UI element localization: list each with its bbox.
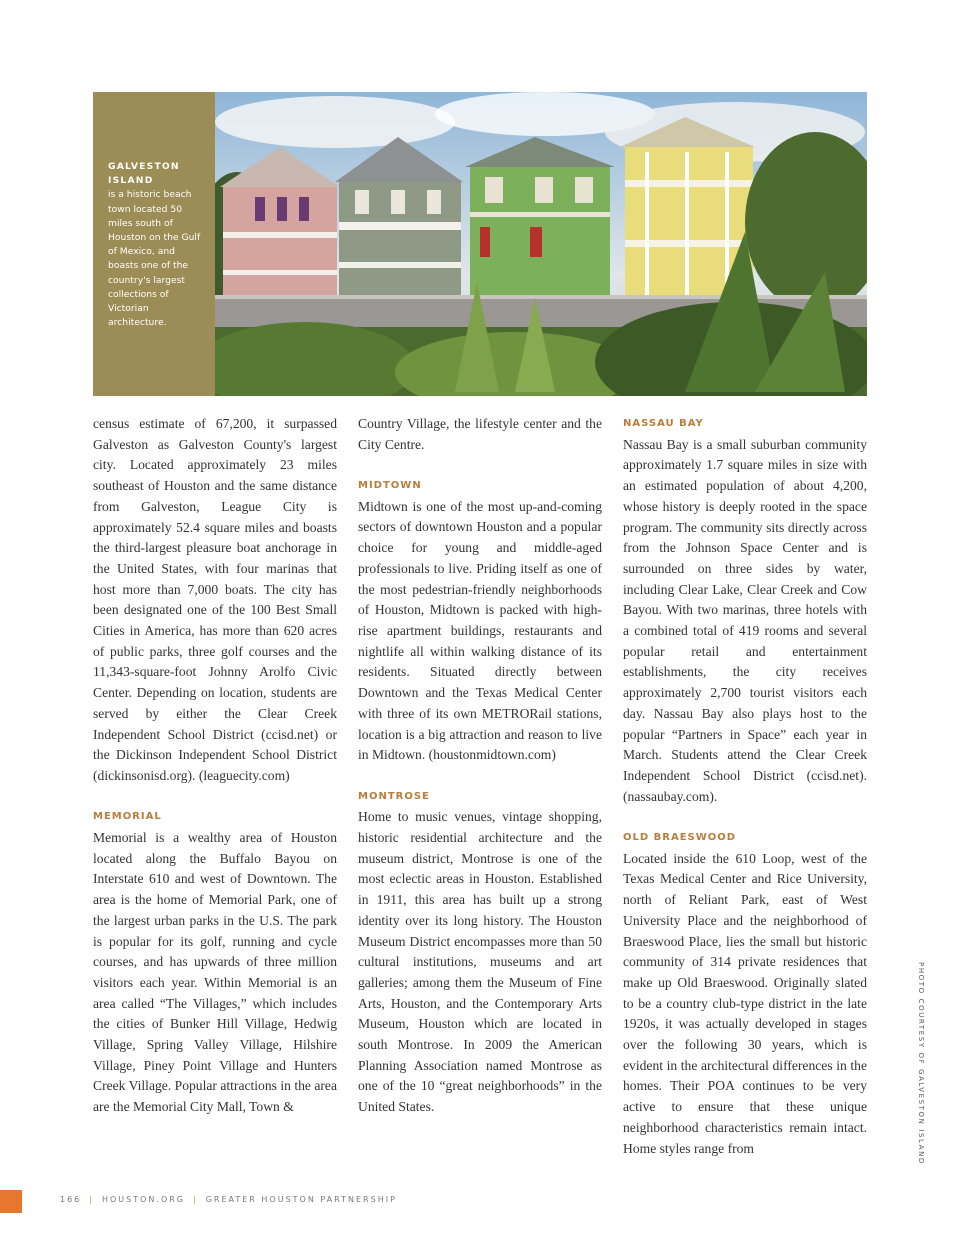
page-number: 166: [60, 1195, 82, 1204]
country-village-paragraph: Country Village, the lifestyle center and the City Centre.: [358, 416, 602, 452]
article-column-3: [623, 414, 867, 1159]
caption-panel: [93, 92, 215, 396]
article-column-1: [93, 414, 337, 1118]
page-footer: [60, 1195, 397, 1204]
old-braeswood-paragraph: Located inside the 610 Loop, west of the Texas Medical Center and Rice University, north of Reliant Park, east of West University Place and the neighborhood of Braeswood Place, lies the small but historic community of 314 private residences that make up Old Braeswood. Originally slated to be a country club-type district in the late 1920s, it was actually developed in stages over the following 30 years, which is evident in the architectural differences in the homes. Their POA continues to be very active to ensure that these unique neighborhood characteristics remain intact. Home styles range from: [623, 850, 867, 1156]
montrose-heading: MONTROSE: [358, 790, 430, 802]
footer-organization: GREATER HOUSTON PARTNERSHIP: [205, 1195, 397, 1204]
memorial-paragraph: Memorial is a wealthy area of Houston located along the Buffalo Bayou on Interstate 610 and west of Downtown. The area is the home of Memorial Park, one of the largest urban parks in the U.S. The park is popular for its golf, running and cycle courses, and has upwards of three million visitors each year. Within Memorial is an area called “The Villages,” which includes the cities of Bunker Hill Village, Hedwig Village, Spring Valley Village, Hilshire Village, Piney Point Village and Hunters Creek Village. Popular attractions in the area are the Memorial City Mall, Town &: [93, 830, 337, 1115]
victorian-houses-photo: [215, 92, 867, 396]
nassau-bay-heading: NASSAU BAY: [623, 418, 704, 429]
league-city-paragraph: census estimate of 67,200, it surpassed Galveston as Galveston County's largest city. Located approximately 23 miles southeast of Houston and the same distance from Galveston, League City is approximately 52.4 square miles and boasts the third-largest pleasure boat anchorage in the United States, with four marinas that host more than 7,000 boats. The city has been designated one of the 100 Best Small Cities in America, has more than 620 acres of public parks, three golf courses and the 11,343-square-foot Johnny Arolfo Civic Center. Depending on location, students are served by either the Clear Creek Independent School District (ccisd.net) or the Dickinson Independent School District (dickinsonisd.org). (leaguecity.com): [93, 416, 337, 783]
old-braeswood-heading: OLD BRAESWOOD: [623, 832, 737, 844]
caption-title: GALVESTON ISLAND: [108, 161, 180, 187]
caption-body: is a historic beach town located 50 miles south of Houston on the Gulf of Mexico, and boasts one of the country's largest collections of Victorian architecture.: [108, 189, 201, 329]
footer-separator: |: [89, 1195, 94, 1204]
footer-separator: |: [193, 1195, 198, 1204]
hero-figure: [93, 92, 867, 396]
nassau-bay-paragraph: Nassau Bay is a small suburban community approximately 1.7 square miles in size with an estimated population of about 4,200, whose history is deeply rooted in the space program. The community sits directly across from the Johnson Space Center and is surrounded on three sides by water, including Clear Lake, Clear Creek and Cow Bayou. With two marinas, three hotels with a combined total of 419 rooms and several popular retail and entertainment establishments, the city receives approximately 2,700 tourist visitors each day. Nassau Bay also plays host to the popular “Partners in Space” each year in March. Students attend the Clear Creek Independent School District (ccisd.net). (nassaubay.com).: [623, 436, 867, 804]
memorial-heading: MEMORIAL: [93, 811, 162, 823]
article-column-2: [358, 414, 602, 1118]
photo-credit-text: PHOTO COURTESY OF GALVESTON ISLAND: [917, 962, 925, 1165]
midtown-heading: MIDTOWN: [358, 480, 422, 492]
photo-caption: [108, 160, 203, 330]
montrose-paragraph: Home to music venues, vintage shopping, historic residential architecture and the museum district, Montrose is one of the most eclectic areas in Houston. Established in 1911, this area has built up a strong identity over its long history. The Houston Museum District encompasses more than 50 cultural institutions, museums and art galleries; among them the Museum of Fine Arts, Houston, and the Contemporary Arts Museum, Houston which are located in south Montrose. In 2009 the American Planning Association named Montrose as one of the 10 “great neighborhoods” in the United States.: [358, 809, 602, 1115]
footer-color-tab: [0, 1190, 22, 1213]
footer-site-link[interactable]: HOUSTON.ORG: [101, 1195, 185, 1204]
midtown-paragraph: Midtown is one of the most up-and-coming sectors of downtown Houston and a popular choice for young and middle-aged professionals to live. Priding itself as one of the most pedestrian-friendly neighborhoods of Houston, Midtown is packed with high-rise apartment buildings, restaurants and nightlife all within walking distance of its residents. Situated directly between Downtown and the Texas Medical Center with three of its own METRORail stations, location is a big attraction and reason to live in Midtown. (houstonmidtown.com): [358, 498, 602, 763]
photo-credit: [913, 962, 927, 1165]
